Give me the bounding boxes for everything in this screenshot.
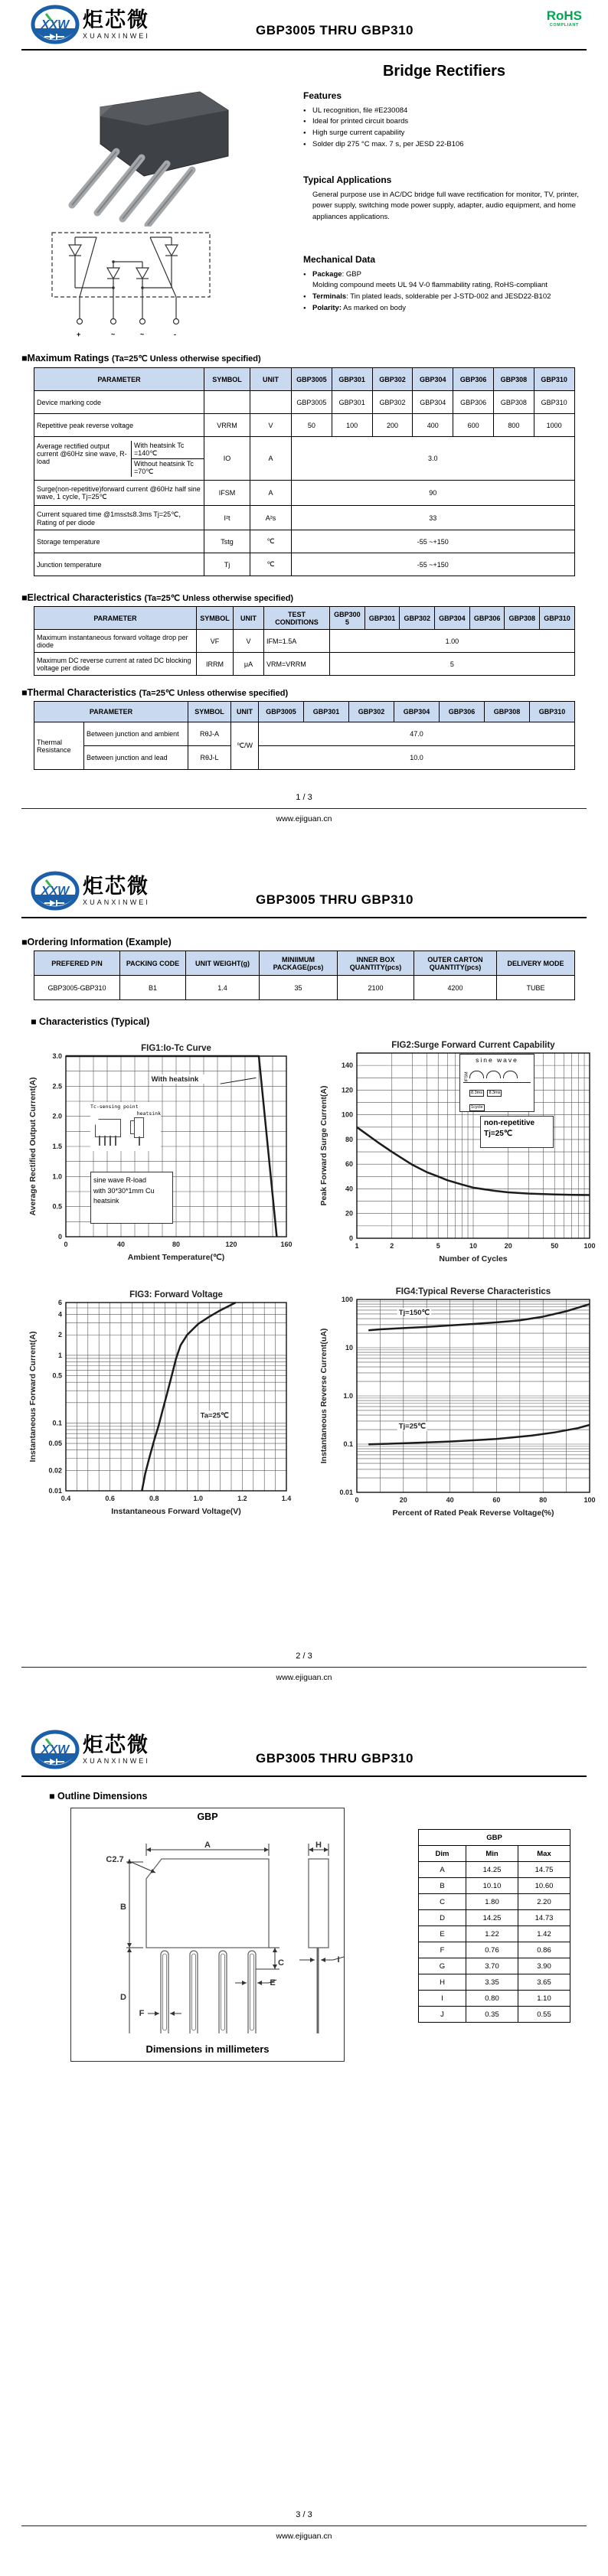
device-cell: GBP306 [453, 368, 494, 391]
dim-cell: 0.55 [518, 2007, 570, 2023]
thermal-heading: ■Thermal Characteristics (Ta=25℃ Unless otherwise specified) [21, 687, 289, 698]
svg-text:With heatsink: With heatsink [151, 1075, 199, 1084]
device-cell: 50 [292, 414, 332, 437]
device-cell: GBP301 [364, 607, 400, 630]
dim-cell: 3.35 [466, 1974, 518, 1991]
svg-text:Ta=25℃: Ta=25℃ [200, 1411, 229, 1420]
table-row: GBP3005-GBP310 B1 1.4 35 2100 4200 TUBE [34, 976, 575, 1000]
rohs-label: RoHS [546, 8, 582, 23]
max-ratings-table [34, 367, 575, 576]
svg-text:100: 100 [341, 1296, 353, 1303]
device-cell: GBP310 [534, 391, 574, 414]
table-row [419, 2007, 570, 2023]
dim-cell: H [419, 1974, 466, 1991]
svg-text:0.1: 0.1 [52, 1419, 62, 1427]
dim-cell: 0.86 [518, 1942, 570, 1958]
applications-heading: Typical Applications [303, 174, 392, 185]
lead-icon [115, 1136, 116, 1146]
svg-text:5: 5 [436, 1242, 440, 1250]
device-cell: GBP310 [534, 368, 574, 391]
table-row [419, 1878, 570, 1894]
device-cell: GBP304 [435, 607, 470, 630]
mechanical-item: ● Terminals: Tin plated leads, solderable per J-STD-002 and JESD22-B102 [303, 292, 588, 303]
svg-text:0.02: 0.02 [48, 1466, 62, 1475]
page-3 [0, 1717, 608, 2576]
dim-cell: J [419, 2007, 466, 2023]
svg-text:10: 10 [469, 1242, 478, 1250]
device-cell: GBP308 [493, 391, 534, 414]
ordering-table [34, 951, 575, 1000]
logo-mark-icon [31, 5, 80, 44]
table-row [419, 1991, 570, 2007]
device-cell: GBP310 [530, 702, 575, 722]
svg-text:6: 6 [57, 1299, 62, 1306]
svg-text:3.0: 3.0 [52, 1052, 62, 1060]
note-line: with 30*30*1mm Cu [93, 1186, 155, 1195]
device-cell: GBP304 [413, 368, 453, 391]
svg-text:0: 0 [348, 1234, 353, 1242]
svg-text:2: 2 [390, 1242, 394, 1250]
device-cell: 100 [332, 414, 372, 437]
svg-text:50: 50 [551, 1242, 559, 1250]
logo-mark-icon [31, 1730, 80, 1769]
svg-text:1.2: 1.2 [237, 1495, 247, 1502]
svg-text:20: 20 [399, 1496, 407, 1504]
svg-text:60: 60 [492, 1496, 501, 1504]
svg-text:1.5: 1.5 [52, 1143, 62, 1150]
dim-cell: F [419, 1942, 466, 1958]
device-cell: 800 [493, 414, 534, 437]
svg-text:120: 120 [341, 1086, 353, 1094]
ms-label: 8.3ms [487, 1090, 502, 1097]
dim-cell: 14.25 [466, 1862, 518, 1878]
page-number: 1 / 3 [296, 793, 312, 802]
logo-mark-icon [31, 871, 80, 911]
mechanical-list [303, 269, 588, 281]
max-ratings-heading: ■Maximum Ratings (Ta=25℃ Unless otherwise specified) [21, 353, 261, 364]
sine-hump-icon [503, 1071, 518, 1078]
device-cell: GBP3005 [259, 702, 304, 722]
dim-cell: 3.70 [466, 1958, 518, 1974]
device-cell: GBP301 [332, 368, 372, 391]
brand-name-zh: 炬芯微 [83, 8, 149, 32]
dim-cell: 14.73 [518, 1910, 570, 1926]
sine-hump-icon [486, 1071, 501, 1078]
terminal-label: + [77, 331, 81, 338]
table-row: Surge(non-repetitive)forward current @60Hz half sine wave, 1 cycle, Tj=25℃ IFSM A 90 [34, 481, 575, 506]
table-row [419, 1974, 570, 1991]
svg-text:Tj=150℃: Tj=150℃ [398, 1309, 430, 1318]
lead-icon [110, 1136, 111, 1146]
svg-text:Instantaneous Reverse Current(: Instantaneous Reverse Current(uA) [319, 1328, 329, 1464]
logo-monogram: XXW [41, 1743, 70, 1756]
dimension-label: A [204, 1841, 211, 1850]
svg-text:20: 20 [504, 1242, 512, 1250]
svg-text:Average Rectified Output Curre: Average Rectified Output Current(A) [28, 1077, 38, 1216]
device-cell: 600 [453, 414, 494, 437]
header-rule [21, 917, 587, 918]
terminal-label: ~ [140, 331, 145, 338]
svg-text:100: 100 [583, 1242, 596, 1250]
device-cell: GBP301 [332, 391, 372, 414]
fig3-forward-voltage-chart [26, 1287, 296, 1517]
svg-text:2: 2 [57, 1331, 62, 1339]
device-cell: 1000 [534, 414, 574, 437]
svg-text:4: 4 [57, 1310, 62, 1319]
package-front-icon [95, 1119, 121, 1137]
table-row: Repetitive peak reverse voltage VRRM V 50 100 200 400 600 800 1000 [34, 414, 575, 437]
brand-logo [31, 871, 150, 911]
table-header-row: Dim Min Max [419, 1846, 570, 1862]
doc-title: GBP3005 THRU GBP310 [255, 1751, 414, 1766]
device-cell: GBP308 [485, 702, 530, 722]
lead-icon [99, 1136, 100, 1146]
dimension-label: I [337, 1955, 340, 1965]
electrical-heading: ■Electrical Characteristics (Ta=25℃ Unless otherwise specified) [21, 592, 294, 603]
table-header-row: PARAMETER SYMBOL UNIT GBP3005 GBP301 GBP302 GBP304 GBP306 GBP308 GBP310 [34, 702, 575, 722]
thermal-table [34, 701, 575, 770]
rohs-badge [547, 9, 582, 28]
dim-cell: 3.90 [518, 1958, 570, 1974]
dim-cell: E [419, 1926, 466, 1942]
table-row: Device marking code GBP3005 GBP301 GBP302 GBP304 GBP306 GBP308 GBP310 [34, 391, 575, 414]
heatsink-icon [134, 1117, 144, 1138]
features-heading: Features [303, 90, 342, 101]
svg-text:100: 100 [583, 1496, 596, 1504]
dim-cell: 2.20 [518, 1894, 570, 1910]
table-row [419, 1926, 570, 1942]
svg-text:80: 80 [539, 1496, 548, 1504]
logo-monogram: XXW [41, 885, 70, 898]
dimensions-caption: Dimensions in millimeters [145, 2043, 270, 2055]
features-list [303, 106, 588, 151]
svg-text:1.0: 1.0 [193, 1495, 204, 1502]
feature-item: ● Ideal for printed circuit boards [303, 116, 588, 128]
doc-title: GBP3005 THRU GBP310 [255, 892, 414, 907]
dim-cell: 3.65 [518, 1974, 570, 1991]
svg-text:0.8: 0.8 [149, 1495, 159, 1502]
table-row [419, 1894, 570, 1910]
dim-cell: 0.76 [466, 1942, 518, 1958]
table-header-row: GBP [419, 1830, 570, 1846]
footer-rule [21, 808, 587, 809]
dim-cell: 1.22 [466, 1926, 518, 1942]
applications-text: General purpose use in AC/DC bridge full wave rectification for monitor, TV, printer, power supply, switching mode power supply, adapter, audio equipment, and home appliances applications. [312, 190, 579, 222]
mechanical-item: ● Package: GBP [303, 269, 588, 281]
cycle-label: 1cycle [469, 1104, 485, 1111]
table-row [419, 1942, 570, 1958]
svg-text:1.4: 1.4 [281, 1495, 292, 1502]
svg-text:80: 80 [172, 1241, 181, 1248]
brand-name-en: XUANXINWEI [83, 898, 151, 906]
outline-heading: ■ Outline Dimensions [49, 1791, 148, 1802]
applications-section [303, 173, 588, 223]
svg-text:0.01: 0.01 [339, 1489, 353, 1496]
svg-text:FIG1:Io-Tc Curve: FIG1:Io-Tc Curve [141, 1044, 211, 1053]
page-number: 3 / 3 [296, 2510, 312, 2519]
svg-text:120: 120 [225, 1241, 237, 1248]
heatsink-tab-icon [130, 1120, 135, 1134]
svg-text:0.4: 0.4 [60, 1495, 71, 1502]
outline-drawing-box [70, 1808, 345, 2062]
heatsink-lead-icon [139, 1136, 140, 1146]
sine-wave-label: sine wave [476, 1056, 518, 1064]
terminal-label: ~ [111, 331, 116, 338]
svg-text:160: 160 [280, 1241, 293, 1248]
lead-icon [104, 1136, 106, 1146]
fig2-inset-note [480, 1116, 554, 1148]
svg-text:0.5: 0.5 [52, 1202, 62, 1211]
table-row: Maximum DC reverse current at rated DC blocking voltage per diode IRRM μA VRM=VRRM 5 [34, 653, 575, 676]
svg-text:Number of Cycles: Number of Cycles [439, 1254, 508, 1264]
dimension-label: C [278, 1958, 284, 1968]
dimension-label: E [270, 1978, 276, 1987]
fig4-reverse-characteristics-chart [317, 1284, 599, 1518]
terminal-label: - [174, 331, 176, 338]
dim-cell: 1.10 [518, 1991, 570, 2007]
param-subcell: With heatsink Tc =140℃ [132, 441, 204, 459]
rohs-compliant-label: COMPLIANT [549, 23, 579, 28]
website-link[interactable]: www.ejiguan.cn [276, 814, 332, 823]
mechanical-item: ● Polarity: As marked on body [303, 303, 588, 315]
device-cell: 200 [372, 414, 413, 437]
svg-text:2.5: 2.5 [52, 1082, 62, 1091]
svg-text:FIG3: Forward Voltage: FIG3: Forward Voltage [129, 1290, 223, 1299]
feature-item: ● Solder dip 275 °C max. 7 s, per JESD 22-B106 [303, 139, 588, 151]
device-cell: GBP306 [440, 702, 485, 722]
dimension-label: B [120, 1903, 126, 1912]
svg-text:100: 100 [341, 1110, 353, 1119]
dim-cell: 10.10 [466, 1878, 518, 1894]
dim-cell: 0.80 [466, 1991, 518, 2007]
characteristics-heading: ■ Characteristics (Typical) [31, 1016, 150, 1027]
device-cell: GBP306 [469, 607, 505, 630]
svg-text:Instantaneous Forward Voltage(: Instantaneous Forward Voltage(V) [111, 1507, 241, 1516]
svg-text:140: 140 [341, 1061, 353, 1070]
dimension-label: H [315, 1841, 322, 1850]
device-cell: GBP3005 [292, 368, 332, 391]
dim-cell: C [419, 1894, 466, 1910]
device-cell: GBP308 [493, 368, 534, 391]
table-header-row: PREFERED P/N PACKING CODE UNIT WEIGHT(g) MINIIMUM PACKAGE(pcs) INNER BOX QUANTITY(pcs) OUTER CARTON QUANTITY(pcs) DELIVERY MODE [34, 951, 575, 976]
svg-text:40: 40 [345, 1185, 353, 1193]
product-title: Bridge Rectifiers [382, 63, 506, 80]
param-cell: Average rectified output current @60Hz sine wave, R-load [37, 442, 127, 465]
svg-text:20: 20 [345, 1209, 353, 1218]
device-cell: GBP301 [304, 702, 349, 722]
mechanical-section [303, 253, 588, 314]
header-rule [21, 1775, 587, 1777]
brand-name-zh: 炬芯微 [83, 875, 149, 898]
svg-text:1.0: 1.0 [52, 1172, 62, 1181]
brand-logo [31, 1730, 150, 1769]
dimension-table [418, 1829, 570, 2023]
device-cell: GBP3005 [292, 391, 332, 414]
note-line: heatsink [93, 1197, 119, 1205]
svg-text:FIG4:Typical Reverse Character: FIG4:Typical Reverse Characteristics [395, 1287, 551, 1296]
ordering-heading: ■Ordering Information (Example) [21, 937, 172, 947]
doc-title: GBP3005 THRU GBP310 [255, 23, 414, 37]
table-row [419, 1862, 570, 1878]
svg-text:Tj=25℃: Tj=25℃ [398, 1422, 426, 1431]
svg-text:0: 0 [57, 1233, 62, 1241]
mechanical-heading: Mechanical Data [303, 254, 376, 265]
heatsink-label: heatsink [136, 1110, 161, 1117]
svg-text:1.0: 1.0 [343, 1392, 353, 1400]
device-cell: GBP310 [540, 607, 575, 630]
svg-text:10: 10 [345, 1344, 353, 1352]
svg-text:0.1: 0.1 [343, 1440, 353, 1448]
sine-hump-icon [469, 1071, 484, 1078]
feature-item: ● High surge current capability [303, 128, 588, 139]
footer-rule [21, 1667, 587, 1668]
table-row: Thermal Resistance Between junction and ambient RθJ-A ℃/W 47.0 [34, 722, 575, 746]
fig2-inset-wave [459, 1054, 534, 1112]
brand-logo [31, 5, 150, 44]
svg-text:0.5: 0.5 [52, 1371, 62, 1380]
table-header-row: PARAMETER SYMBOL UNIT TEST CONDITIONS GBP3005 GBP301 GBP302 GBP304 GBP306 GBP308 GBP310 [34, 607, 575, 630]
note-line: non-repetitive [484, 1119, 535, 1127]
device-cell: GBP306 [453, 391, 494, 414]
svg-text:80: 80 [345, 1135, 353, 1143]
mechanical-item: Molding compound meets UL 94 V-0 flammability rating, RoHS-compliant [312, 281, 548, 290]
svg-text:1: 1 [355, 1242, 359, 1250]
svg-text:Peak Forward Surge Current(A): Peak Forward Surge Current(A) [319, 1085, 329, 1206]
package-photo [28, 81, 273, 227]
brand-name-en: XUANXINWEI [83, 31, 151, 40]
fig1-inset-drawing [90, 1102, 161, 1151]
brand-name-en: XUANXINWEI [83, 1756, 151, 1765]
dim-cell: G [419, 1958, 466, 1974]
dimension-label: C2.7 [106, 1855, 124, 1864]
outline-drawing [71, 1822, 344, 2033]
svg-text:2.0: 2.0 [52, 1112, 62, 1120]
device-cell: 400 [413, 414, 453, 437]
table-row: Current squared time @1ms≤t≤8.3ms Tj=25℃， Rating of per diode I²t A²s 33 [34, 506, 575, 530]
svg-text:0: 0 [355, 1496, 359, 1504]
svg-text:0.01: 0.01 [48, 1487, 62, 1495]
page-number: 2 / 3 [296, 1652, 312, 1661]
bridge-schematic [43, 228, 223, 331]
brand-name-zh: 炬芯微 [83, 1733, 149, 1757]
note-line: sine wave R-load [93, 1176, 147, 1184]
param-subcell: Without heatsink Tc =70℃ [134, 459, 194, 475]
dim-cell: 1.42 [518, 1926, 570, 1942]
note-line: Tj=25℃ [484, 1130, 513, 1138]
table-row: Junction temperature Tj ℃ -55 ~+150 [34, 553, 575, 576]
table-row: Between junction and lead RθJ-L 10.0 [34, 746, 575, 770]
dim-cell: A [419, 1862, 466, 1878]
website-link[interactable]: www.ejiguan.cn [276, 2532, 332, 2541]
page-2 [0, 859, 608, 1717]
svg-text:Percent of Rated Peak Reverse: Percent of Rated Peak Reverse Voltage(%) [392, 1508, 554, 1518]
ifsm-label: IFSM [464, 1071, 469, 1082]
device-cell: GBP3005 [330, 607, 365, 630]
header-rule [21, 49, 587, 51]
dim-cell: 14.75 [518, 1862, 570, 1878]
tc-sensing-label: Tc-sensing point [90, 1104, 139, 1110]
electrical-table [34, 606, 575, 676]
svg-text:1: 1 [57, 1351, 62, 1359]
device-cell: GBP308 [505, 607, 540, 630]
ms-label: 8.3ms [469, 1090, 484, 1097]
features-section [303, 89, 588, 150]
svg-text:0.6: 0.6 [105, 1495, 115, 1502]
dim-cell: D [419, 1910, 466, 1926]
device-cell: GBP302 [372, 368, 413, 391]
dimension-label: F [139, 2009, 145, 2018]
dim-cell: B [419, 1878, 466, 1894]
fig1-inset-note [90, 1172, 173, 1224]
fig2-surge-chart [317, 1038, 599, 1264]
table-row [419, 1958, 570, 1974]
svg-text:60: 60 [345, 1160, 353, 1169]
table-row [419, 1910, 570, 1926]
svg-text:0: 0 [64, 1241, 68, 1248]
table-row: Storage temperature Tstg ℃ -55 ~+150 [34, 530, 575, 553]
footer-rule [21, 2525, 587, 2526]
svg-text:0.05: 0.05 [48, 1440, 62, 1448]
dimension-label: D [120, 1993, 126, 2002]
dim-cell: 0.35 [466, 2007, 518, 2023]
page-1 [0, 0, 608, 859]
dim-cell: 14.25 [466, 1910, 518, 1926]
website-link[interactable]: www.ejiguan.cn [276, 1673, 332, 1682]
logo-monogram: XXW [41, 18, 70, 31]
svg-text:40: 40 [116, 1241, 126, 1248]
svg-text:Ambient Temperature(℃): Ambient Temperature(℃) [127, 1253, 225, 1262]
svg-text:FIG2:Surge Forward Current Cap: FIG2:Surge Forward Current Capability [391, 1041, 555, 1050]
device-cell: GBP304 [413, 391, 453, 414]
mechanical-list [303, 292, 588, 314]
svg-text:Instantaneous Forward Current(: Instantaneous Forward Current(A) [28, 1331, 38, 1462]
package-name: GBP [197, 1811, 218, 1822]
fig1-io-tc-chart [26, 1041, 296, 1263]
table-row: Average rectified output current @60Hz sine wave, R-load With heatsink Tc =140℃ Without heatsink Tc =70℃ IO A 3.0 [34, 437, 575, 481]
device-cell: GBP302 [400, 607, 435, 630]
dim-cell: I [419, 1991, 466, 2007]
device-cell: GBP304 [394, 702, 440, 722]
svg-text:40: 40 [446, 1496, 454, 1504]
table-row: Maximum instantaneous forward voltage drop per diode VF V IFM=1.5A 1.00 [34, 630, 575, 653]
dim-cell: 1.80 [466, 1894, 518, 1910]
device-cell: GBP302 [372, 391, 413, 414]
device-cell: GBP302 [349, 702, 394, 722]
feature-item: ● UL recognition, file #E230084 [303, 106, 588, 117]
table-header-row: PARAMETER SYMBOL UNIT GBP3005 GBP301 GBP302 GBP304 GBP306 GBP308 GBP310 [34, 368, 575, 391]
dim-cell: 10.60 [518, 1878, 570, 1894]
